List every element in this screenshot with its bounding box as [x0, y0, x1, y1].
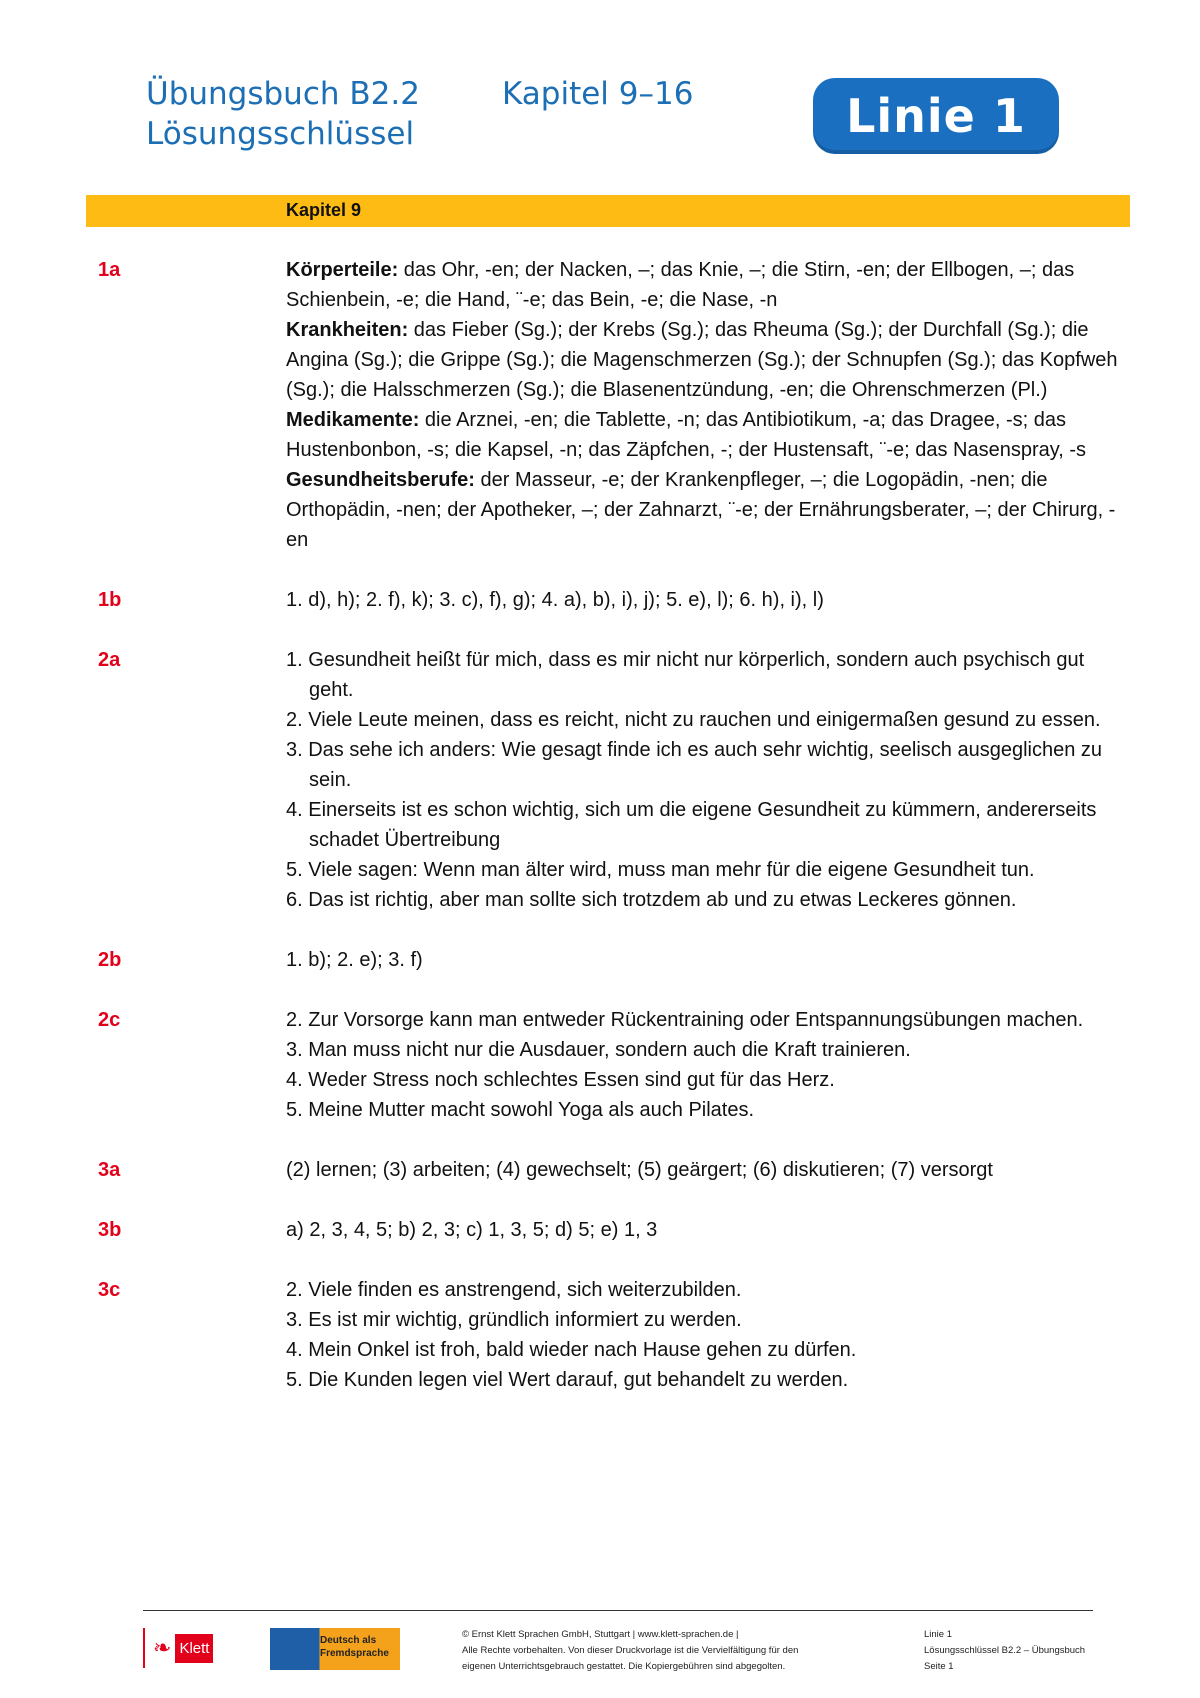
list-item: 3. Man muss nicht nur die Ausdauer, sondern auch die Kraft trainieren.	[286, 1039, 911, 1061]
klett-mark-icon: ❧	[153, 1635, 172, 1660]
list-item: 2. Viele finden es anstrengend, sich weiterzubilden.	[286, 1279, 742, 1301]
daf-logo-text: Deutsch als Fremdsprache	[320, 1635, 389, 1659]
list-item: 3. Es ist mir wichtig, gründlich informiert zu werden.	[286, 1309, 742, 1331]
section-label: 3c	[98, 1279, 121, 1301]
footer-doc-name: Lösungsschlüssel B2.2 – Übungsbuch	[924, 1645, 1086, 1656]
section-1a	[86, 255, 1130, 555]
section-label: 2c	[98, 1009, 121, 1031]
klett-logo	[143, 1628, 213, 1668]
chapter-bar-label: Kapitel 9	[286, 200, 362, 220]
title-line-1: Übungsbuch B2.2	[146, 76, 420, 112]
list-item: 1. Gesundheit heißt für mich, dass es mir nicht nur körperlich, sondern auch psychisch gut geht.	[286, 649, 1085, 701]
group-text: die Arznei, -en; die Tablette, -n; das Antibiotikum, -a; das Dragee, -s; das Hustenbonbon, -s; die Kapsel, -n; das Zäpfchen, -; der Hustensaft, ¨-e; das Nasenspray, -s	[286, 409, 1087, 461]
klett-logo-bar	[143, 1628, 145, 1668]
copyright-line: © Ernst Klett Sprachen GmbH, Stuttgart | www.klett-sprachen.de |	[462, 1629, 739, 1640]
section-body	[286, 255, 1126, 555]
section-label: 2b	[98, 949, 122, 971]
page-number: Seite 1	[924, 1661, 954, 1672]
footer-page-info	[924, 1627, 1124, 1675]
daf-logo	[270, 1628, 400, 1670]
group-text: das Fieber (Sg.); der Krebs (Sg.); das Rheuma (Sg.); der Durchfall (Sg.); die Angina (Sg.); die Grippe (Sg.); die Magenschmerzen (Sg.); der Schnupfen (Sg.); das Kopfweh (Sg.); die Halsschmerzen (Sg.); die Blasenentzündung, -en; die Ohrenschmerzen (Pl.)	[286, 319, 1118, 401]
group-krankheiten	[286, 315, 1126, 405]
section-body	[286, 1005, 1126, 1125]
group-head: Krankheiten:	[286, 319, 409, 341]
section-label: 1a	[98, 259, 121, 281]
section-label: 3b	[98, 1219, 122, 1241]
section-label: 2a	[98, 649, 121, 671]
klett-logo-text: Klett	[175, 1634, 213, 1663]
section-2a	[86, 645, 1130, 915]
section-body: 1. b); 2. e); 3. f)	[286, 949, 423, 971]
list-item: 3. Das sehe ich anders: Wie gesagt finde ich es auch sehr wichtig, seelisch ausgeglichen zu sein.	[286, 739, 1103, 791]
answer-list	[286, 1005, 1126, 1125]
footer-copyright	[462, 1627, 882, 1675]
group-head: Gesundheitsberufe:	[286, 469, 475, 491]
chapter-bar	[86, 195, 1130, 227]
section-2c	[86, 1005, 1130, 1125]
list-item: 4. Weder Stress noch schlechtes Essen sind gut für das Herz.	[286, 1069, 835, 1091]
footer-divider	[143, 1610, 1093, 1611]
list-item: 5. Viele sagen: Wenn man älter wird, muss man mehr für die eigene Gesundheit tun.	[286, 859, 1035, 881]
section-body	[286, 645, 1126, 915]
section-3b	[86, 1215, 1130, 1245]
list-item: 2. Viele Leute meinen, dass es reicht, nicht zu rauchen und einigermaßen gesund zu essen.	[286, 709, 1101, 731]
list-item: 4. Mein Onkel ist froh, bald wieder nach Hause gehen zu dürfen.	[286, 1339, 857, 1361]
title-line-2: Lösungsschlüssel	[146, 116, 415, 152]
list-item: 5. Meine Mutter macht sowohl Yoga als auch Pilates.	[286, 1099, 755, 1121]
section-label: 1b	[98, 589, 122, 611]
group-medikamente	[286, 405, 1126, 465]
footer-series: Linie 1	[924, 1629, 952, 1640]
linie1-logo	[813, 78, 1059, 154]
list-item: 5. Die Kunden legen viel Wert darauf, gut behandelt zu werden.	[286, 1369, 849, 1391]
section-label: 3a	[98, 1159, 121, 1181]
section-body: (2) lernen; (3) arbeiten; (4) gewechselt; (5) geärgert; (6) diskutieren; (7) versorgt	[286, 1159, 993, 1181]
section-1b	[86, 585, 1130, 615]
section-body: 1. d), h); 2. f), k); 3. c), f), g); 4. a), b), i), j); 5. e), l); 6. h), i), l)	[286, 589, 824, 611]
answer-list	[286, 1275, 1126, 1395]
section-3a	[86, 1155, 1130, 1185]
logo-text: Linie 1	[846, 89, 1026, 143]
chapter-range: Kapitel 9–16	[502, 76, 694, 112]
list-item: 6. Das ist richtig, aber man sollte sich trotzdem ab und zu etwas Leckeres gönnen.	[286, 889, 1017, 911]
group-koerperteile	[286, 255, 1126, 315]
section-body	[286, 1275, 1126, 1395]
list-item: 4. Einerseits ist es schon wichtig, sich um die eigene Gesundheit zu kümmern, andererseits schadet Übertreibung	[286, 799, 1097, 851]
document-title	[146, 74, 420, 154]
copyright-line: Alle Rechte vorbehalten. Von dieser Druckvorlage ist die Vervielfältigung für den	[462, 1645, 799, 1656]
copyright-line: eigenen Unterrichtsgebrauch gestattet. Die Kopiergebühren sind abgegolten.	[462, 1661, 786, 1672]
group-text: das Ohr, -en; der Nacken, –; das Knie, –; die Stirn, -en; der Ellbogen, –; das Schienbein, -e; die Hand, ¨-e; das Bein, -e; die Nase, -n	[286, 259, 1075, 311]
group-text: der Masseur, -e; der Krankenpfleger, –; die Logopädin, -nen; die Orthopädin, -nen; der Apotheker, –; der Zahnarzt, ¨-e; der Ernährungsberater, –; der Chirurg, -en	[286, 469, 1116, 551]
section-body: a) 2, 3, 4, 5; b) 2, 3; c) 1, 3, 5; d) 5; e) 1, 3	[286, 1219, 658, 1241]
list-item: 2. Zur Vorsorge kann man entweder Rückentraining oder Entspannungsübungen machen.	[286, 1009, 1084, 1031]
section-3c	[86, 1275, 1130, 1395]
answer-list	[286, 645, 1126, 915]
group-head: Medikamente:	[286, 409, 420, 431]
group-head: Körperteile:	[286, 259, 399, 281]
answer-key	[86, 255, 1130, 1425]
group-gesundheitsberufe	[286, 465, 1126, 555]
section-2b	[86, 945, 1130, 975]
